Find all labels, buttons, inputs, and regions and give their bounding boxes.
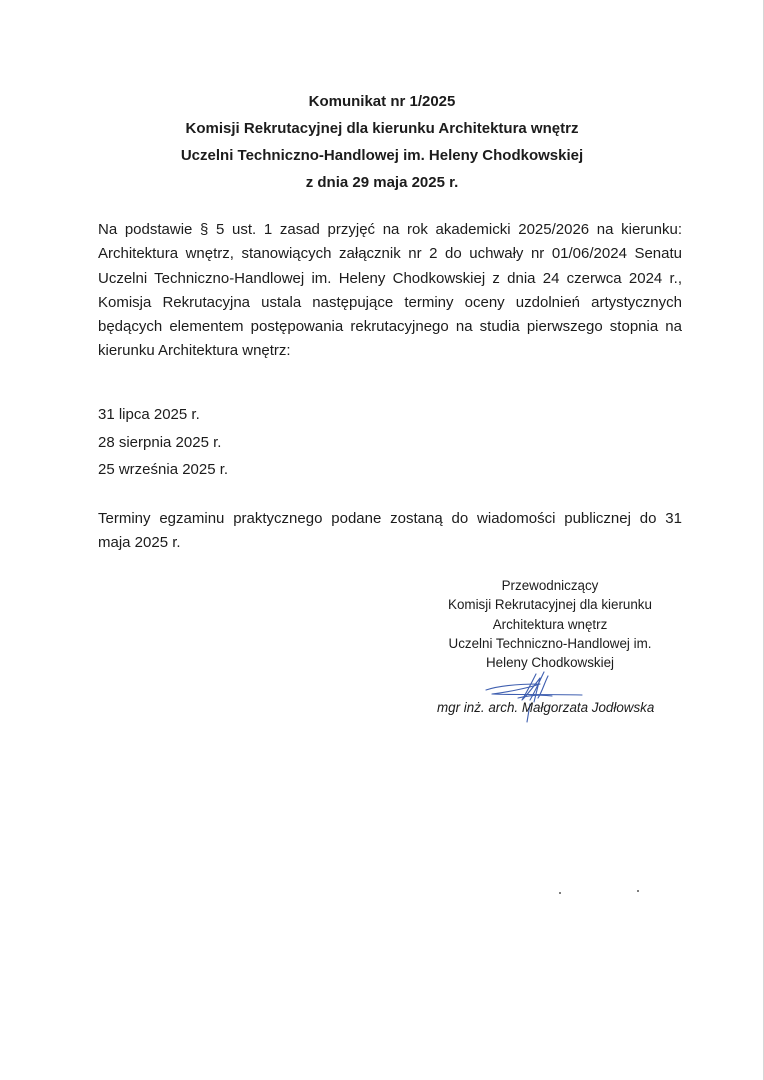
paragraph-line: Architektura wnętrz, stanowiących załącznik nr 2 do uchwały nr 01/06/2024 Senatu bbox=[98, 245, 682, 263]
signature-role: Przewodniczący bbox=[501, 578, 599, 593]
date-item: 25 września 2025 r. bbox=[98, 461, 229, 478]
paragraph-line: Uczelni Techniczno-Handlowej im. Heleny Chodkowskiej z dnia 24 czerwca 2024 r., bbox=[98, 269, 682, 287]
title-line-4: z dnia 29 maja 2025 r. bbox=[305, 174, 459, 191]
paragraph-line: będących elementem postępowania rekrutacyjnego na studia pierwszego stopnia na bbox=[98, 318, 682, 336]
document-title bbox=[0, 88, 764, 196]
date-item: 28 sierpnia 2025 r. bbox=[98, 433, 222, 451]
signer-name: mgr inż. arch. Małgorzata Jodłowska bbox=[437, 700, 655, 715]
title-line-1: Komunikat nr 1/2025 bbox=[308, 93, 456, 110]
date-list bbox=[98, 401, 228, 484]
paragraph-line: maja 2025 r. bbox=[98, 534, 181, 552]
title-line-3: Uczelni Techniczno-Handlowej im. Heleny Chodkowskiej bbox=[180, 147, 584, 164]
paragraph-line: kierunku Architektura wnętrz: bbox=[98, 342, 291, 360]
signature-program: Architektura wnętrz bbox=[492, 616, 608, 632]
date-item: 31 lipca 2025 r. bbox=[98, 406, 200, 423]
title-line-2: Komisji Rekrutacyjnej dla kierunku Architektura wnętrz bbox=[185, 120, 579, 137]
signature-block bbox=[420, 576, 680, 672]
handwritten-signature bbox=[478, 664, 588, 728]
paragraph-intro bbox=[98, 218, 682, 364]
paragraph-line: Terminy egzaminu praktycznego podane zostaną do wiadomości publicznej do 31 bbox=[98, 510, 682, 527]
signature-university-name: Heleny Chodkowskiej bbox=[485, 655, 614, 671]
signature-university: Uczelni Techniczno-Handlowej im. bbox=[448, 635, 652, 651]
scan-speck bbox=[637, 890, 639, 892]
paragraph-line: Na podstawie § 5 ust. 1 zasad przyjęć na rok akademicki 2025/2026 na kierunku: bbox=[98, 221, 682, 238]
paragraph-closing bbox=[98, 507, 682, 556]
scan-speck bbox=[559, 892, 561, 894]
signature-committee: Komisji Rekrutacyjnej dla kierunku bbox=[448, 597, 652, 613]
paragraph-line: Komisja Rekrutacyjna ustala następujące terminy oceny uzdolnień artystycznych bbox=[98, 293, 682, 311]
